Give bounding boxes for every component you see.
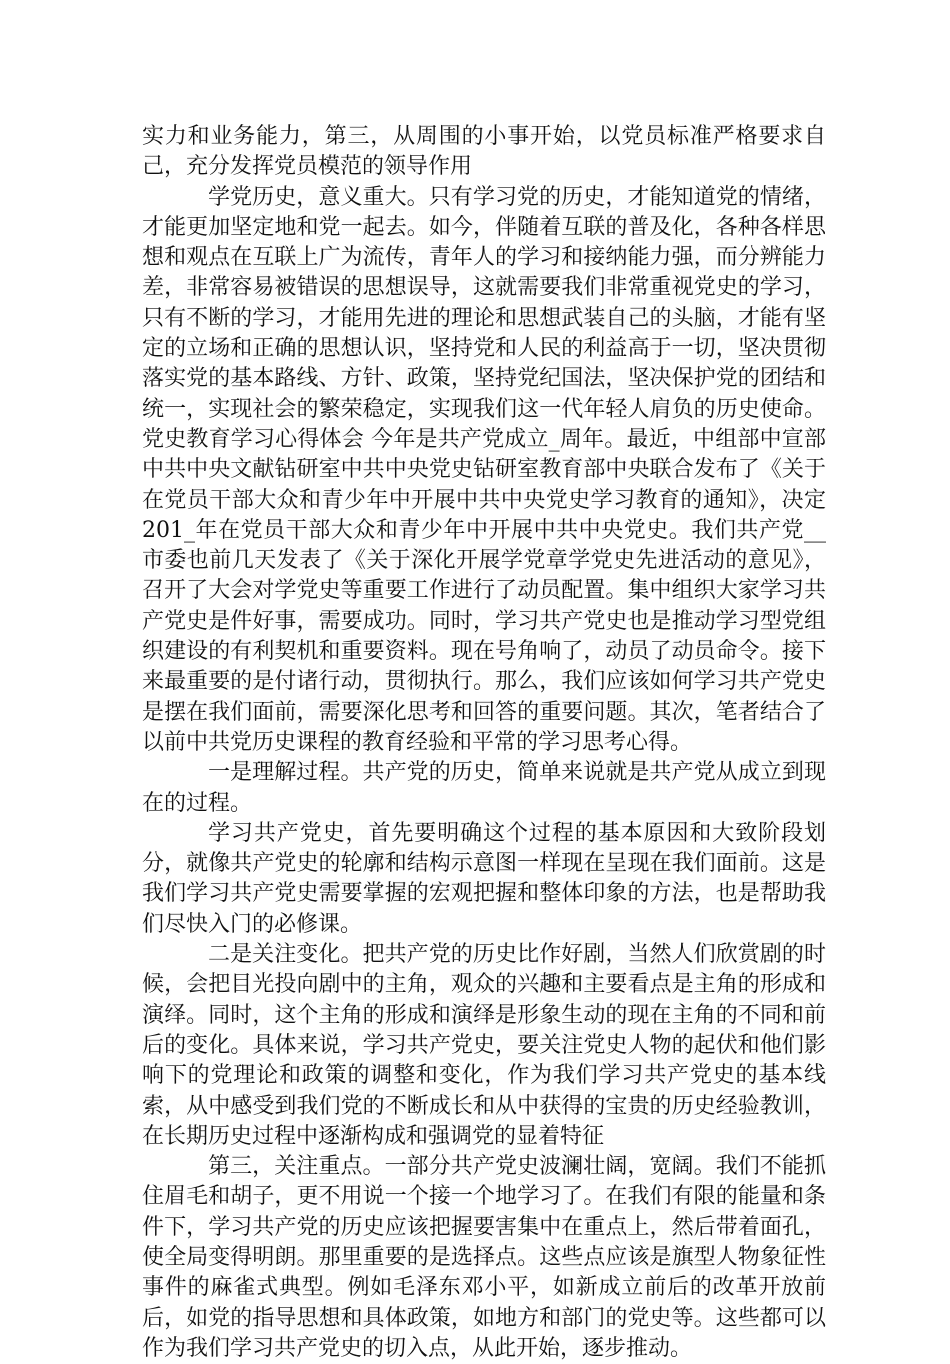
paragraph-6: 第三，关注重点。一部分共产党史波澜壮阔，宽阔。我们不能抓住眉毛和胡子，更不用说一个接一个地学习了。在我们有限的能量和条件下，学习共产党的历史应该把握要害集中在重点上，然后带着面孔，使全局变得明朗。那里重要的是选择点。这些点应该是旗型人物象征性事件的麻雀式典型。例如毛泽东邓小平，如新成立前后的改革开放前后，如党的指导思想和具体政策，如地方和部门的党史等。这些都可以作为我们学习共产党史的切入点，从此开始，逐步推动。 — [142, 1154, 826, 1361]
paragraph-2: 学党历史，意义重大。只有学习党的历史，才能知道党的情绪，才能更加坚定地和党一起去。如今，伴随着互联的普及化，各种各样思想和观点在互联上广为流传，青年人的学习和接纳能力强，而分辨能力差，非常容易被错误的思想误导，这就需要我们非常重视党史的学习，只有不断的学习，才能用先进的理论和思想武装自己的头脑，才能有坚定的立场和正确的思想认识，坚持党和人民的利益高于一切，坚决贯彻落实党的基本路线、方针、政策，坚持党纪国法，坚决保护党的团结和统一，实现社会的繁荣稳定，实现我们这一代年轻人肩负的历史使命。 党史教育学习心得体会 今年是共产党成立_周年。最近，中组部中宣部中共中央文献钻研室中共中央党史钻研室教育部中央联合发布了《关于在党员干部大众和青少年中开展中共中央党史学习教育的通知》，决定 201_年在党员干部大众和青少年中开展中共中央党史。我们共产党__市委也前几天发表了《关于深化开展学党章学党史先进活动的意见》，召开了大会对学党史等重要工作进行了动员配置。集中组织大家学习共产党史是件好事，需要成功。同时，学习共产党史也是推动学习型党组织建设的有利契机和重要资料。现在号角响了，动员了动员命令。接下来最重要的是付诸行动，贯彻执行。那么，我们应该如何学习共产党史是摆在我们面前，需要深化思考和回答的重要问题。其次，笔者结合了以前中共党历史课程的教育经验和平常的学习思考心得。 — [142, 184, 826, 755]
paragraph-4: 学习共产党史，首先要明确这个过程的基本原因和大致阶段划分，就像共产党史的轮廓和结构示意图一样现在呈现在我们面前。这是我们学习共产党史需要掌握的宏观把握和整体印象的方法，也是帮助我们尽快入门的必修课。 — [142, 820, 826, 937]
paragraph-5: 二是关注变化。把共产党的历史比作好剧，当然人们欣赏剧的时候，会把目光投向剧中的主角，观众的兴趣和主要看点是主角的形成和演绎。同时，这个主角的形成和演绎是形象生动的现在主角的不同和前后的变化。具体来说，学习共产党史，要关注党史人物的起伏和他们影响下的党理论和政策的调整和变化，作为我们学习共产党史的基本线索，从中感受到我们党的不断成长和从中获得的宝贵的历史经验教训，在长期历史过程中逐渐构成和强调党的显着特征 — [142, 942, 826, 1149]
paragraph-3: 一是理解过程。共产党的历史，简单来说就是共产党从成立到现在的过程。 — [142, 760, 826, 816]
paragraph-1: 实力和业务能力，第三，从周围的小事开始，以党员标准严格要求自己，充分发挥党员模范的领导作用 — [142, 124, 826, 180]
document-body — [142, 122, 826, 1364]
